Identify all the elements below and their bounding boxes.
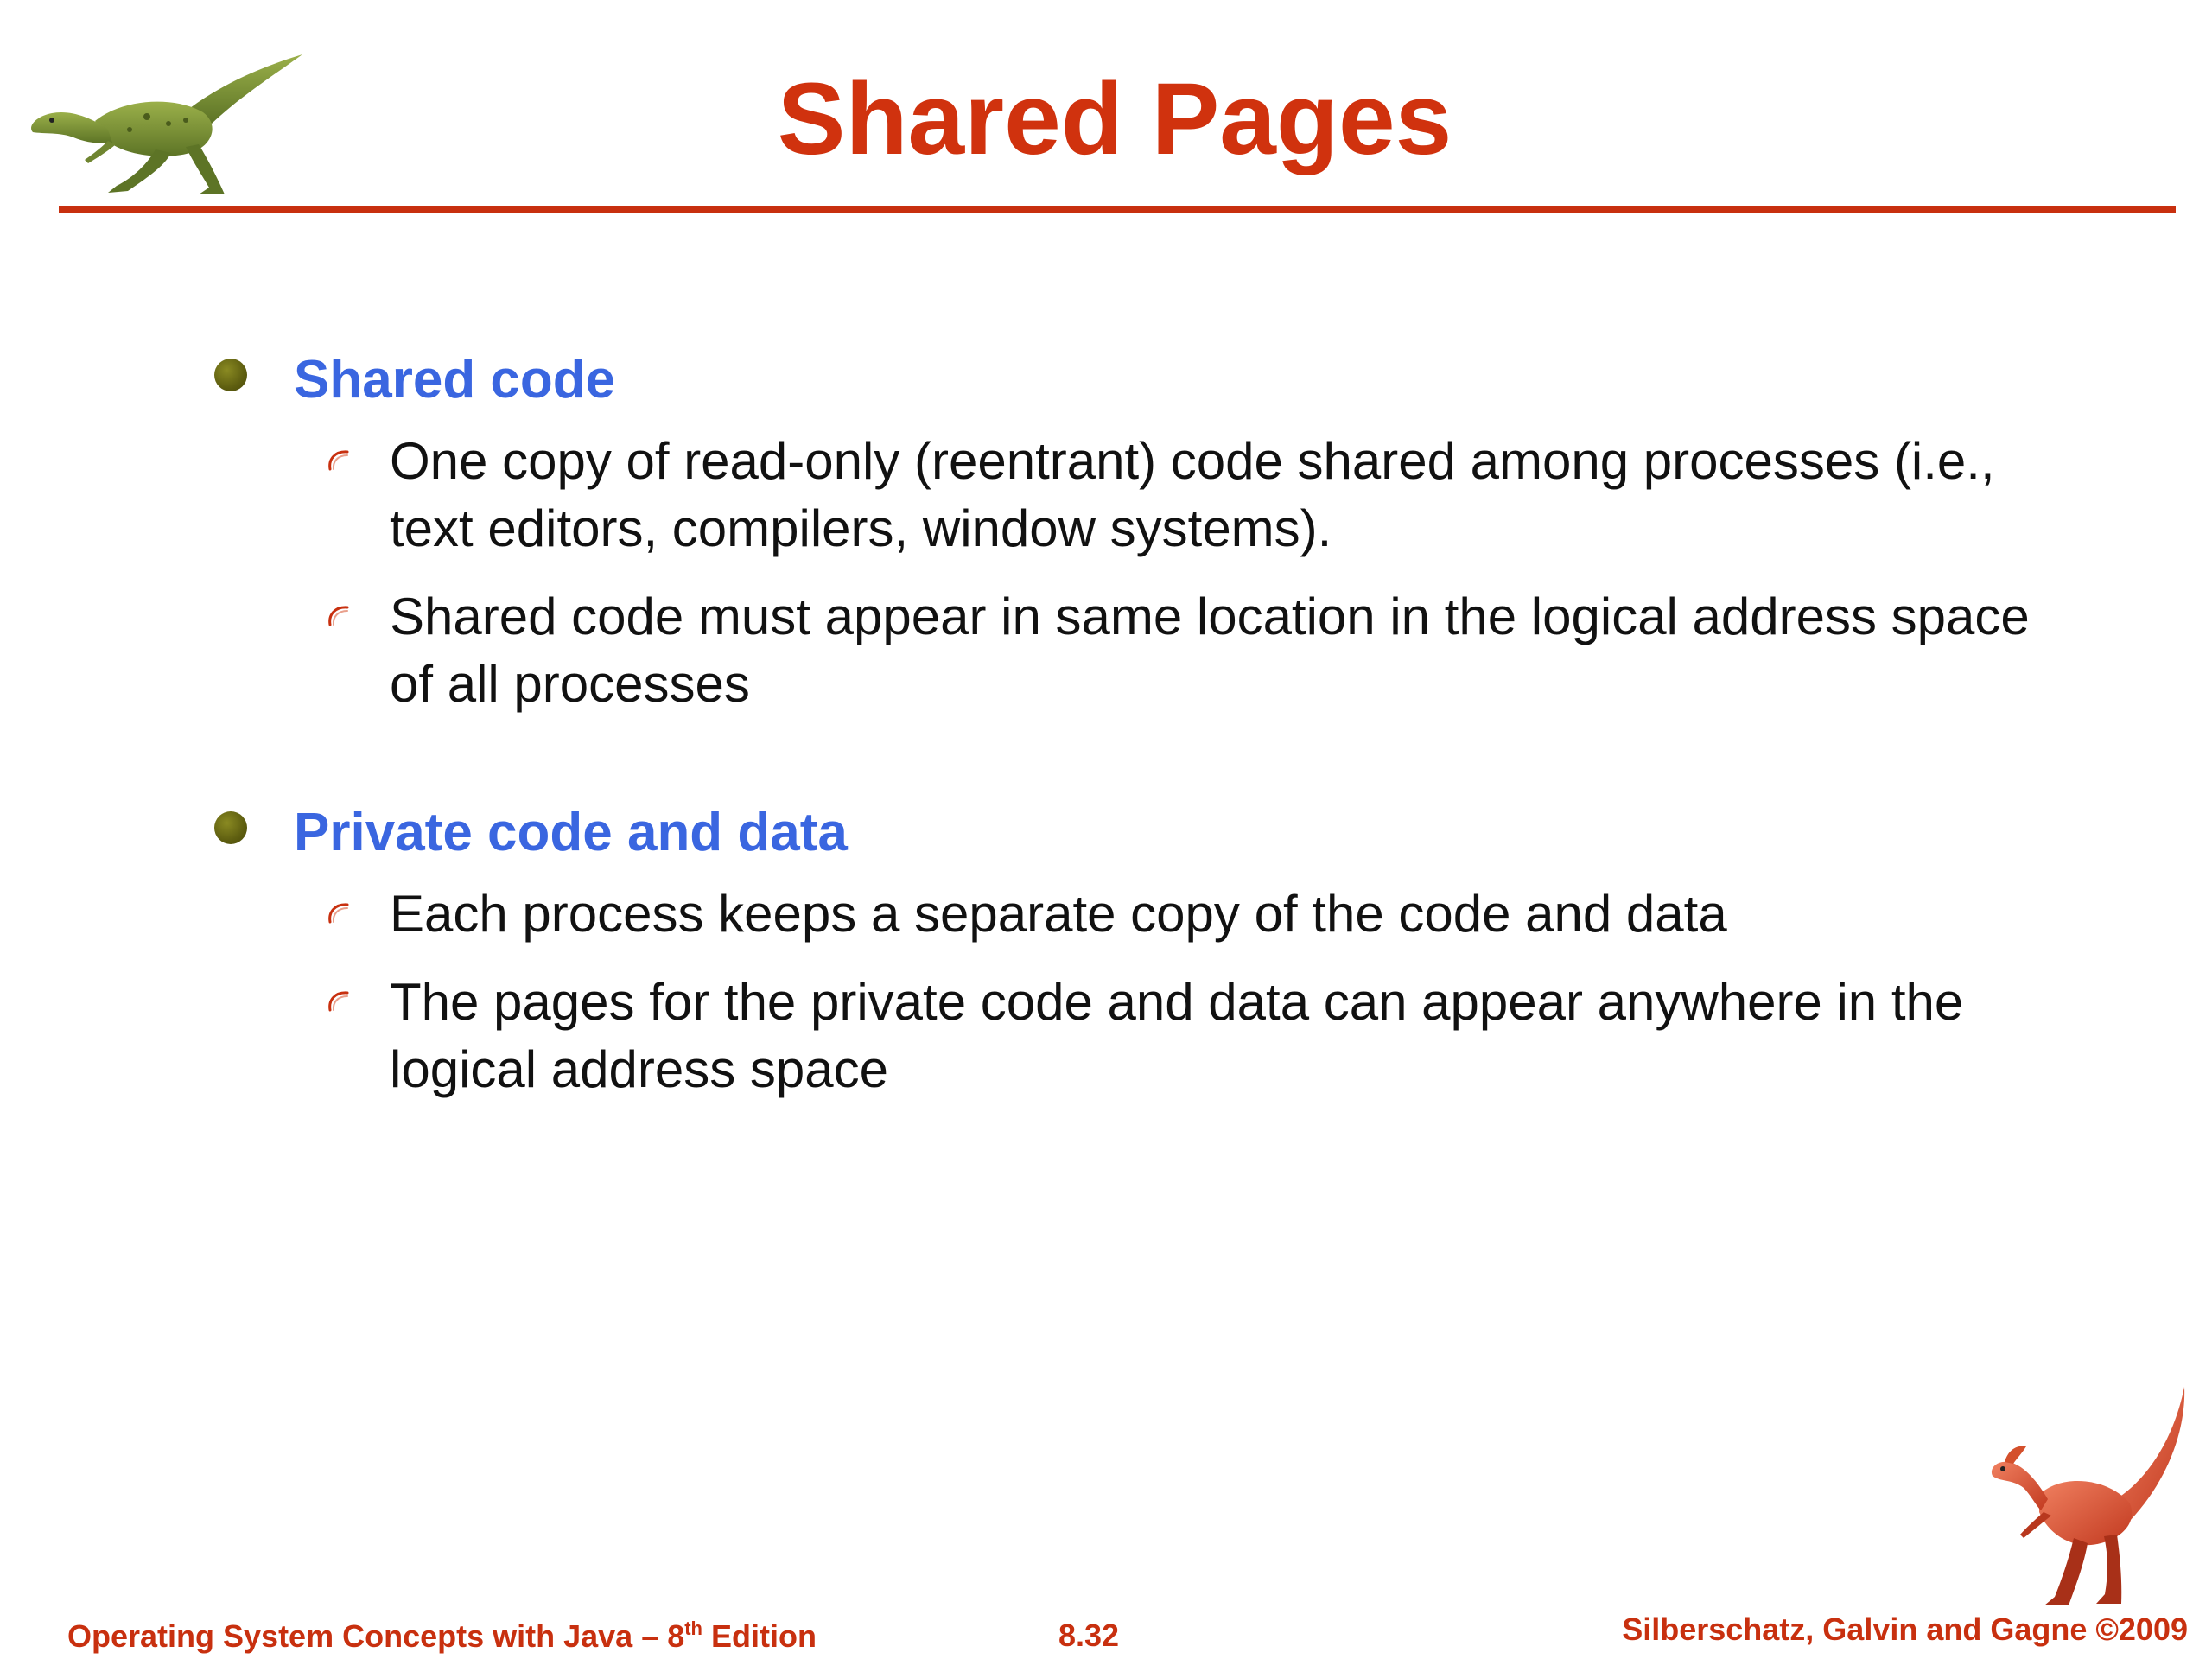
olive-dot-bullet-icon [214, 811, 247, 844]
section-private-code [214, 794, 2029, 1103]
sub-list [214, 428, 2029, 718]
list-item-text: Each process keeps a separate copy of the code and data [390, 885, 1727, 943]
red-dinosaur-icon [1979, 1382, 2190, 1611]
footer-course-title [67, 1618, 817, 1655]
open-arc-bullet-icon [325, 602, 351, 628]
olive-dot-bullet-icon [214, 359, 247, 391]
open-arc-bullet-icon [325, 899, 351, 925]
bullet-row [214, 794, 2029, 872]
footer-copyright: Silberschatz, Galvin and Gagne ©2009 [1622, 1611, 2188, 1647]
list-item [214, 583, 2029, 718]
section-heading: Private code and data [294, 803, 848, 862]
section-shared-code [214, 341, 2029, 718]
list-item-text: One copy of read-only (reentrant) code shared among processes (i.e., text editors, compilers, window systems). [390, 432, 1995, 557]
section-heading: Shared code [294, 350, 616, 410]
sub-list [214, 880, 2029, 1103]
list-item-text: Shared code must appear in same location in the logical address space of all processes [390, 588, 2030, 713]
title-divider [59, 206, 2176, 213]
list-item-text: The pages for the private code and data can appear anywhere in the logical address space [390, 973, 1964, 1098]
open-arc-bullet-icon [325, 447, 351, 473]
footer-course-sup: th [684, 1618, 702, 1639]
open-arc-bullet-icon [325, 988, 351, 1014]
bullet-row [214, 341, 2029, 419]
slide-title: Shared Pages [777, 62, 1452, 176]
list-item [214, 969, 2029, 1103]
slide-content [214, 341, 2029, 1124]
list-item [214, 428, 2029, 563]
footer-course-main: Operating System Concepts with Java – 8 [67, 1618, 685, 1654]
page-number: 8.32 [1058, 1618, 1120, 1653]
footer-course-tail: Edition [702, 1618, 817, 1654]
list-item [214, 880, 2029, 948]
